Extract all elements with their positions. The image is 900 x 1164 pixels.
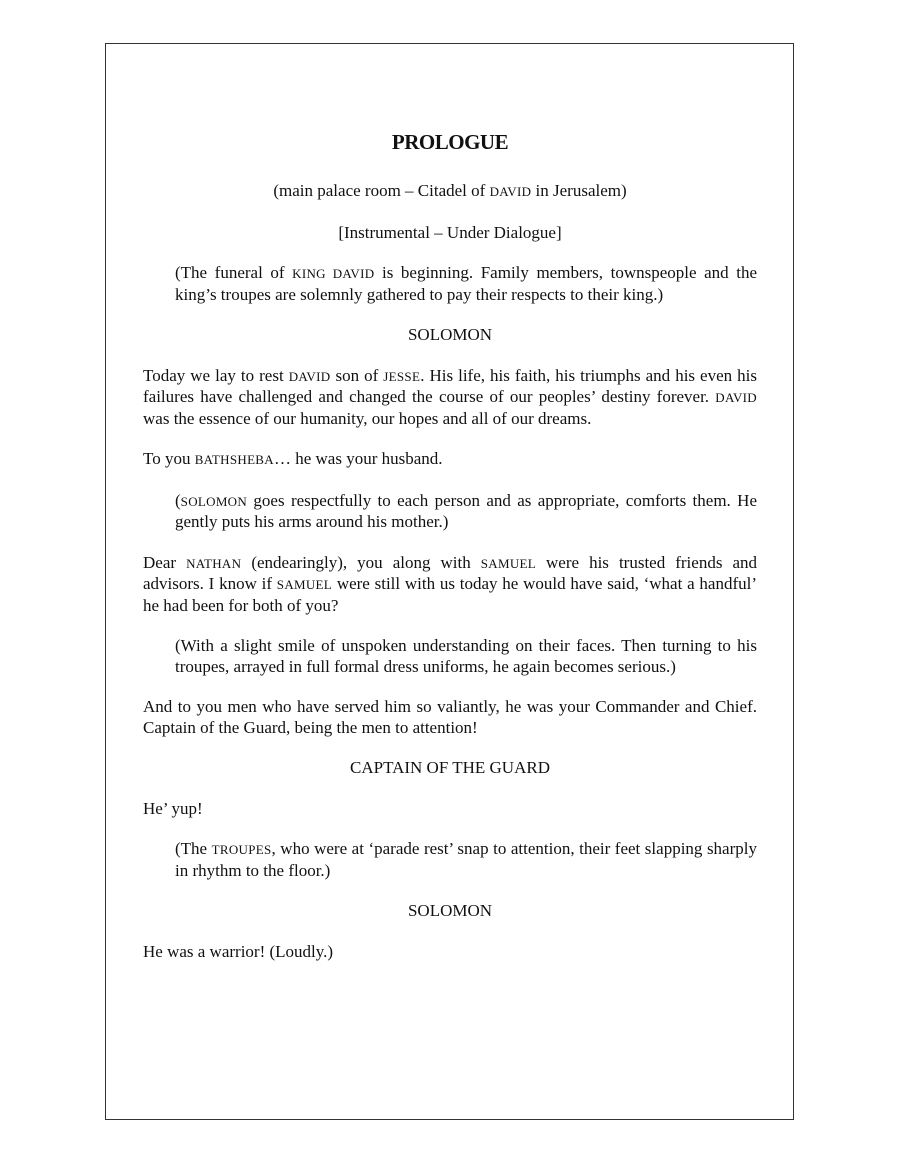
stage-direction-2 xyxy=(175,491,757,533)
character-name: SAMUEL xyxy=(276,577,333,592)
setting-text-after: in Jerusalem) xyxy=(531,181,627,200)
dialogue-4: And to you men who have served him so valiantly, he was your Commander and Chief. Captain of the Guard, being the men to attention! xyxy=(143,697,757,737)
dialogue-text: To you xyxy=(143,449,195,468)
dialogue-5: He’ yup! xyxy=(143,798,203,818)
dialogue-text: . His life, his faith, his triumphs and his even his failures have challenged and changed the course of our peoples’ destiny forever. xyxy=(143,365,758,406)
stage-direction-4 xyxy=(175,839,757,881)
character-name: SOLOMON xyxy=(180,493,248,509)
dialogue-text: were still with us today he would have said, ‘what a handful’ he had been for both of you? xyxy=(143,574,757,615)
character-name: JESSE xyxy=(383,368,421,384)
stage-text: goes respectfully to each person and as appropriate, comforts them. He gently puts his arms around his mother.) xyxy=(175,490,757,531)
speaker-name-2: CAPTAIN OF THE GUARD xyxy=(350,758,550,777)
dialogue-text: was the essence of our humanity, our hopes and all of our dreams. xyxy=(143,408,592,428)
character-name: NATHAN xyxy=(186,555,242,571)
dialogue-1 xyxy=(143,366,757,430)
stage-text: ( xyxy=(175,490,181,510)
dialogue-text: (endearingly), you along with xyxy=(241,552,481,572)
dialogue-text: were his trusted friends and advisors. I know if xyxy=(143,552,758,593)
dialogue-text: Dear xyxy=(143,552,187,572)
speaker-name-3: SOLOMON xyxy=(407,901,493,920)
stage-text: (The funeral of xyxy=(175,263,293,282)
character-name: SAMUEL xyxy=(480,555,536,571)
dialogue-6: He was a warrior! (Loudly.) xyxy=(143,941,334,961)
character-name: KING DAVID xyxy=(292,266,375,281)
script-page xyxy=(143,125,757,982)
stage-text: , who were at ‘parade rest’ snap to attention, their feet slapping sharply in rhythm to the floor.) xyxy=(175,839,757,880)
dialogue-text: Today we lay to rest xyxy=(143,365,289,385)
character-name: DAVID xyxy=(288,368,331,384)
stage-direction-1 xyxy=(175,263,757,305)
character-name: TROUPES xyxy=(211,842,272,857)
dialogue-text: son of xyxy=(330,365,384,385)
dialogue-2 xyxy=(143,449,757,471)
setting-line xyxy=(143,181,757,203)
stage-direction-3: (With a slight smile of unspoken understanding on their faces. Then turning to his troupes, arrayed in full formal dress uniforms, he again becomes serious.) xyxy=(175,636,757,676)
page-title: PROLOGUE xyxy=(391,130,509,154)
dialogue-3 xyxy=(143,553,757,617)
music-cue: [Instrumental – Under Dialogue] xyxy=(338,222,562,242)
character-name: DAVID xyxy=(715,390,757,405)
dialogue-text: … he was your husband. xyxy=(273,449,443,468)
setting-text-before: (main palace room – Citadel of xyxy=(273,181,490,200)
stage-text: (The xyxy=(175,839,212,858)
character-name: BATHSHEBA xyxy=(194,452,274,467)
speaker-name-1: SOLOMON xyxy=(407,325,493,344)
setting-name: DAVID xyxy=(489,184,532,199)
stage-text: is beginning. Family members, townspeople and the king’s troupes are solemnly gathered to pay their respects to their king.) xyxy=(175,263,758,304)
